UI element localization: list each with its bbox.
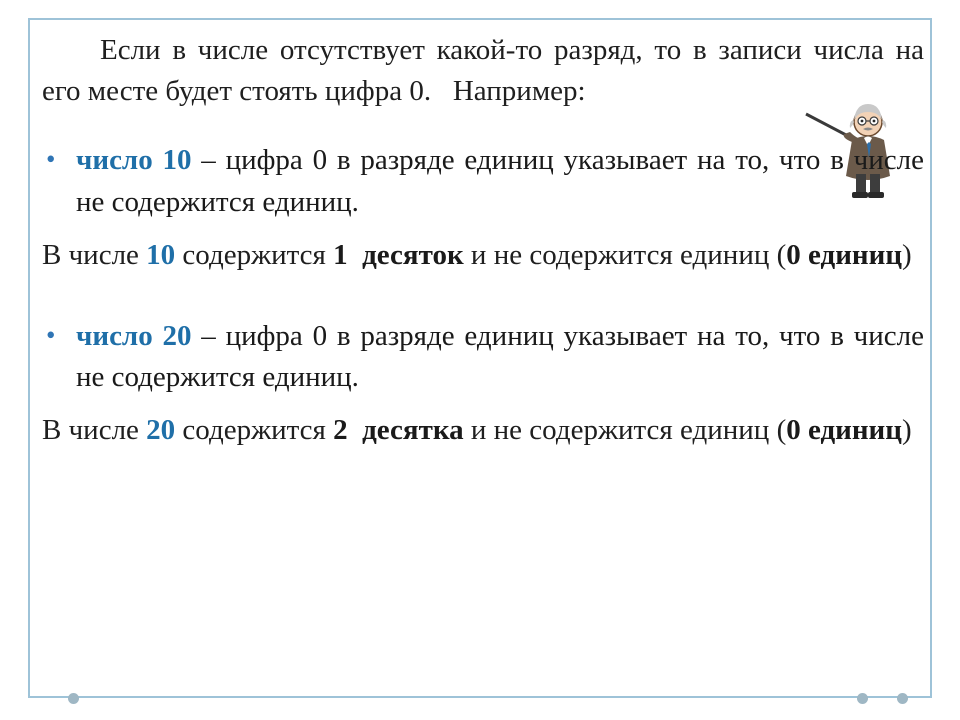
statement-1-zero: 0 единиц — [786, 238, 903, 271]
statement-2-part1: В числе — [42, 414, 147, 447]
slide-content — [42, 30, 924, 451]
statement-1-unit: десяток — [362, 238, 464, 271]
statement-1-part1: В числе — [42, 238, 147, 271]
statement-2-unit: десятка — [362, 414, 464, 447]
statement-1-part4: ) — [902, 238, 912, 271]
statement-2-zero: 0 единиц — [786, 414, 902, 447]
statement-2-count: 2 — [333, 414, 348, 447]
bullet-2-lead: число 20 — [76, 319, 192, 352]
statement-2-number: 20 — [146, 414, 176, 447]
bullet-1-text — [76, 140, 924, 222]
decorative-dot-left — [68, 693, 79, 704]
decorative-dot-right-1 — [857, 693, 868, 704]
statement-1-number: 10 — [146, 238, 176, 271]
statement-2-part4: ) — [901, 414, 912, 447]
list-item — [42, 140, 924, 222]
intro-line-1: Если в числе отсутствует какой-то разряд, то в записи числа на его месте будет стоять цифра 0. — [42, 34, 924, 108]
list-item — [42, 316, 924, 398]
statement-1-part3: и не содержится единиц ( — [463, 238, 787, 271]
statement-1-count: 1 — [333, 238, 348, 271]
statement-2 — [42, 410, 924, 451]
bullet-2-text — [76, 316, 924, 398]
bullet-1-lead: число 10 — [76, 144, 192, 177]
bullet-2-dash: – — [201, 319, 216, 352]
statement-2-part3: и не содержится единиц ( — [463, 414, 787, 447]
intro-line-2: Например: — [452, 75, 586, 108]
bullet-2-rest: цифра 0 в разряде единиц указывает на то, что в числе не содержится единиц. — [76, 319, 924, 394]
statement-2-part2: содержится — [175, 414, 334, 447]
intro-paragraph — [42, 30, 924, 112]
bullet-marker-icon: • — [46, 144, 56, 175]
bullet-1-dash: – — [201, 144, 216, 177]
statement-1 — [42, 235, 924, 276]
bullet-marker-icon: • — [46, 319, 56, 350]
bullet-1-rest: цифра 0 в разряде единиц указывает на то, что в числе не содержится единиц. — [76, 144, 924, 218]
statement-1-part2: содержится — [175, 238, 334, 271]
decorative-dot-right-2 — [897, 693, 908, 704]
